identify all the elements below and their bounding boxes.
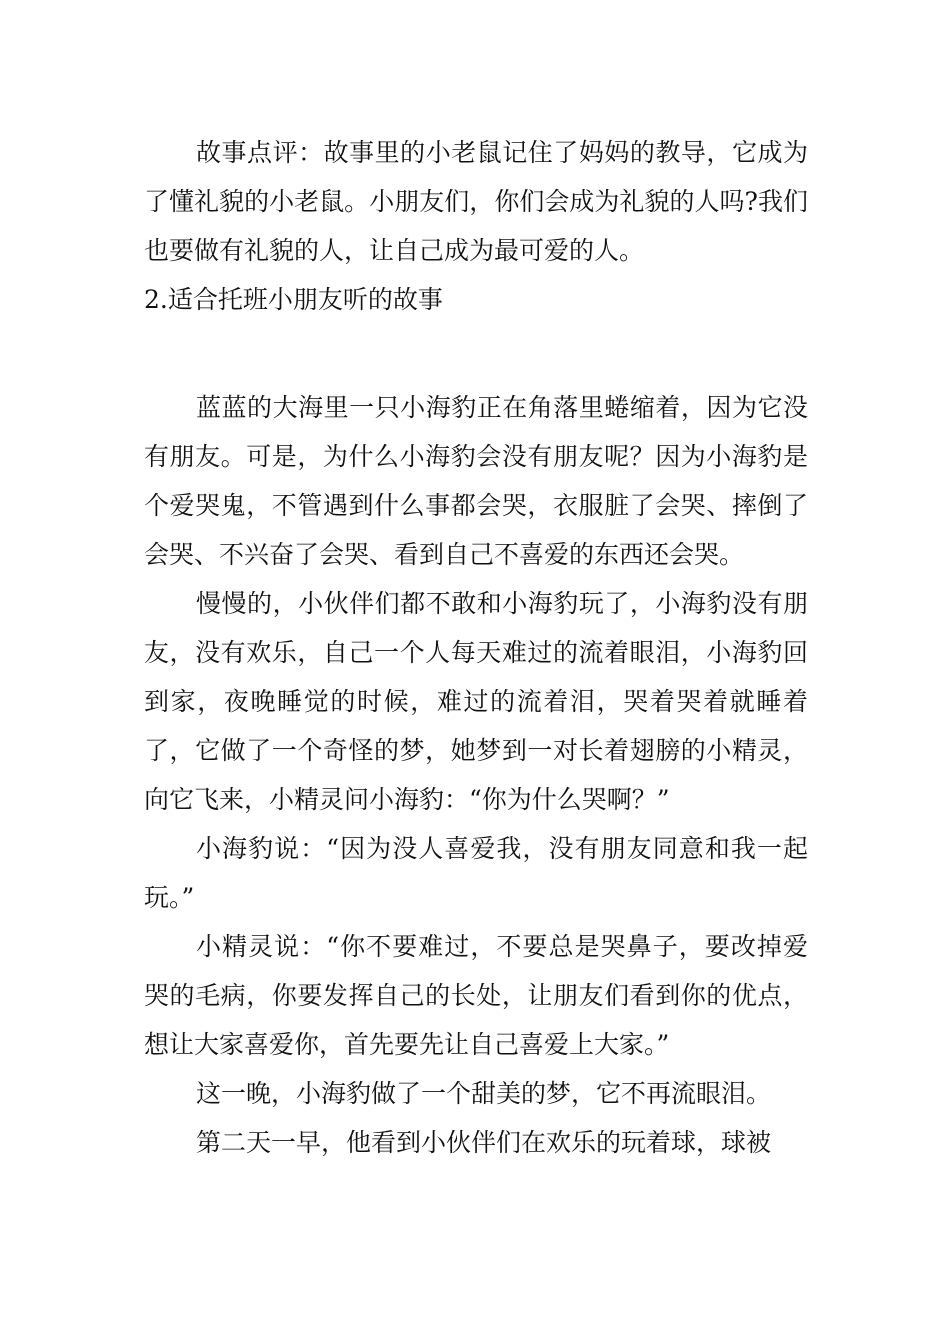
paragraph-story-5: 这一晚，小海豹做了一个甜美的梦，它不再流眼泪。 <box>196 1079 772 1108</box>
paragraph-story-3: 小海豹说：“因为没人喜爱我，没有朋友同意和我一起玩。” <box>144 834 808 912</box>
paragraph-story-4: 小精灵说：“你不要难过，不要总是哭鼻子，要改掉爱哭的毛病，你要发挥自己的长处，让朋友们看到你的优点，想让大家喜爱你，首先要先让自己喜爱上大家。” <box>144 932 808 1059</box>
paragraph-story-6: 第二天一早，他看到小伙伴们在欢乐的玩着球，球被 <box>196 1128 772 1157</box>
section-spacer <box>144 324 808 383</box>
paragraph-story-1: 蓝蓝的大海里一只小海豹正在角落里蜷缩着，因为它没有朋友。可是，为什么小海豹会没有朋友呢？因为小海豹是个爱哭鬼，不管遇到什么事都会哭，衣服脏了会哭、摔倒了会哭、不兴奋了会哭、看到自己不喜爱的东西还会哭。 <box>144 393 808 569</box>
document-body <box>144 128 808 1167</box>
paragraph-story-comment: 故事点评：故事里的小老鼠记住了妈妈的教导，它成为了懂礼貌的小老鼠。小朋友们，你们会成为礼貌的人吗?我们也要做有礼貌的人，让自己成为最可爱的人。 <box>144 138 808 265</box>
section-heading: 2.适合托班小朋友听的故事 <box>144 285 443 314</box>
paragraph-story-2: 慢慢的，小伙伴们都不敢和小海豹玩了，小海豹没有朋友，没有欢乐，自己一个人每天难过的流着眼泪，小海豹回到家，夜晚睡觉的时候，难过的流着泪，哭着哭着就睡着了，它做了一个奇怪的梦，她梦到一对长着翅膀的小精灵，向它飞来，小精灵问小海豹：“你为什么哭啊？” <box>144 589 808 814</box>
